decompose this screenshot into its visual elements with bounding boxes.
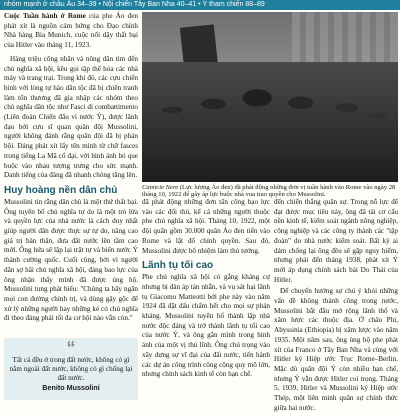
left-column <box>4 12 138 336</box>
intro-paragraph <box>4 12 138 51</box>
left-paragraph-1: Hàng triệu công nhân và nông dân tìm đến chủ nghĩa xã hội, kêu gọi tập thể hóa các nhà máy và trang trại. Trong khi đó, các cựu chiến binh với lòng tự hào dân tộc đã bị chiến tranh làm tổn thương đã gia nhập các nhóm theo chủ nghĩa dân tộc như Fasci di combattimento (Liên đoàn Chiến đấu vì nước Ý), được lãnh đạo bởi cựu sĩ quan quân đội Mussolini, người không đánh rằng quân đội đã bị phản bội. Đảng phát xít lấy tên mình từ chữ fasces trong tiếng La Mã cổ đại, với hình ảnh bó que buộc vào nhau tượng trưng cho sức mạnh. Danh tiếng của đảng đã nhanh chóng tăng lên. <box>4 54 138 180</box>
intro-bold: Cuộc Tuần hành ở Rome <box>4 12 86 20</box>
right-paragraph-2: Để chuyển hướng sự chú ý khỏi những vấn đề không thành công trong nước, Mussolini bắt đầu mở rộng lãnh thổ và xâm lược các thuộc địa. Ở châu Phi, Abyssinia (Ethiopia) bị xâm lược vào năm 1935. Một năm sau, ông ủng hộ phe phát xít của Franco ở Tây Ban Nha và cùng với Hitler ký Hiệp ước Trục Rome–Berlin. Mặc dù quân đội Ý còn nhiều hạn chế, nhưng Ý vẫn được Hitler coi trọng. Tháng 5, 1939, Hitler và Mussolini ký Hiệp ước Thép, một liên minh quân sự chính thức giữa hai nước. <box>274 287 398 412</box>
mid-paragraph-1: đã phát động những đơn tấn công bạo lực vào các đối thủ, kể cả những người thuộc phe chủ nghĩa xã hội. Tháng 10, 1922, một đội quân gồm 30.000 quân Áo đen tiến vào Rome và lật đổ chính quyền. Sau đó, Mussolini được bổ nhiệm làm thủ tướng. <box>142 198 270 255</box>
right-column <box>274 198 398 412</box>
pull-quote <box>4 338 138 400</box>
left-paragraph-2: Mussolini tin rằng dân chủ là một thứ thất bại. Ông tuyên bố chủ nghĩa tự do là một trò lừa và quyền lực của nhà nước là cách duy nhất giúp người dân được thực sự tự do, nâng cao giá trị bản thân, đưa đất nước lên tầm cao mới. Ông hứa sẽ lập lại trật tự và biến nước Ý thành cường quốc. Cuối cùng, bởi vì người dân sợ hãi chủ nghĩa xã hội, đảng bao lực của ông nhận thấy mình đã được ủng hộ. Mussolini tung phát biểu: "Chúng ta hãy ngăn mọi con đường chính trị, và dùng gậy gộc để xử lý những người hay những kẻ có chủ nghĩa đi theo đảng phái tối đa cơ hội nào vẫn còn." <box>4 197 138 323</box>
quote-text: Tất cả đều ở trong đất nước, không có gì nằm ngoài đất nước, không có gì chống lại đất nước. <box>9 356 133 382</box>
march-on-rome-photo <box>142 12 398 182</box>
caption-lead: Camicie Nere <box>142 184 179 191</box>
quote-mark-icon: “ <box>66 338 76 358</box>
photo-caption <box>142 184 398 198</box>
section-title-supreme-leader: Lãnh tụ tối cao <box>142 260 214 272</box>
right-paragraph-1: đến chiến thắng quân sự. Trong nỗ lực để đạt được mục tiêu này, ông đã tái cơ cấu nền kinh tế, kiểm soát ngành nông nghiệp, công nghiệp và các công ty thành các "tập đoàn" do nhà nước kiểm soát. Bất kỳ ai dám chống lại ông đều sẽ gặp nguy hiểm, nhưng phải đến tháng 1938, phát xít Ý mới áp dụng chính sách bài Do Thái của Hitler. <box>274 198 398 284</box>
caption-text: (Lực lượng Áo đen) đã phát động những đơn vị tuần hành vào Rome vào ngày 28 tháng 10, 1922 để gây áp lực buộc nhà vua trao quyền cho Mussolini. <box>142 184 396 199</box>
chapter-topbar: nhóm mạnh ở châu Âu 34–39 • Nội chiến Tây Ban Nha 40–41 • Ý tham chiến 88–89 <box>0 0 400 10</box>
quote-author: Benito Mussolini <box>42 383 100 392</box>
section-title-democracy: Huy hoàng nền dân chủ <box>4 184 118 196</box>
middle-column <box>142 198 270 400</box>
photo-crowd <box>142 62 398 182</box>
mid-paragraph-2: Phe chủ nghĩa xã hội có gắng kháng cự nhưng bị đàn áp tàn nhẫn, và vụ sát hại lãnh tụ Giacomo Matteotti bởi phe này vào năm 1924 đã đặt dấu chấm hết cho mọi sự phản kháng. Mussolini tuyên bố thành lập nhà nước độc đảng và trở thành lãnh tụ tối cao của nước Ý, và ông gắn mình trong hình ảnh của một vị thủ lĩnh. Ông chú trọng vào xây dựng sự vĩ đại của đất nước, tiến hành các dự án công trình công cộng quy mô lớn, nhưng chính sách kinh tế còn hạn chế. <box>142 273 270 379</box>
intro-text: của phe Áo đen phát xít là nguồn cảm hứng cho Đạo chính Nhà hàng Bia Munich, cuộc nổi dậy thất bại của Hitler vào tháng 11, 1923. <box>4 12 139 50</box>
